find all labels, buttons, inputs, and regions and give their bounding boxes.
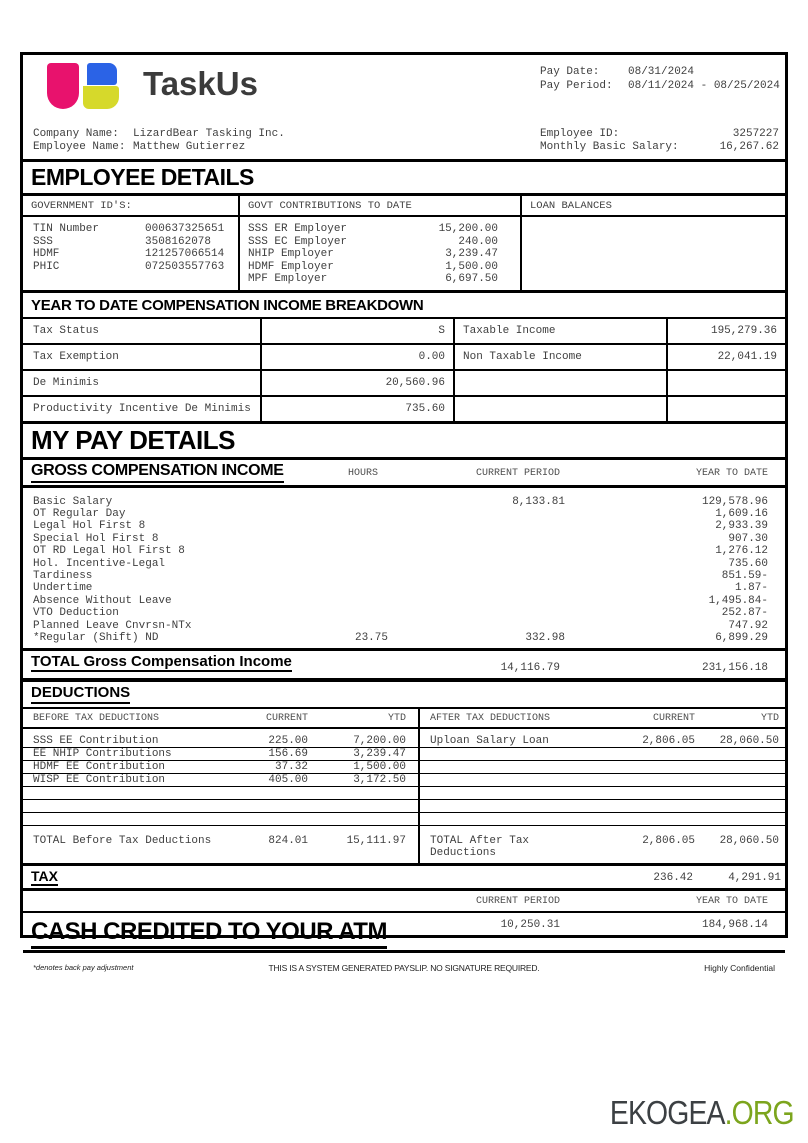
employee-details-title: EMPLOYEE DETAILS [23,159,785,196]
gross-total-current: 14,116.79 [500,662,560,675]
empty-row [420,774,785,787]
tax-current: 236.42 [653,872,693,885]
taskus-logo [47,63,258,111]
table-row: Tardiness 851.59- [33,569,768,582]
empty-row [420,800,785,813]
table-row: HDMF 121257066514 [33,248,225,260]
logo-s-top-shape [87,63,117,85]
table-row: EE NHIP Contributions 156.69 3,239.47 [23,748,418,761]
logo-wordmark: TaskUs [143,65,258,102]
column-header-year-to-date: YEAR TO DATE [695,896,768,908]
table-row: Productivity Incentive De Minimis 735.60 [23,397,785,421]
monthly-basic-salary-value: 16,267.62 [719,141,779,153]
gross-compensation-title: GROSS COMPENSATION INCOME [31,462,284,483]
table-row: SSS ER Employer 15,200.00 [248,223,498,235]
table-row: Hol. Incentive-Legal 735.60 [33,557,768,570]
gross-compensation-header [23,460,785,488]
table-row: Planned Leave Cnvrsn-NTx 747.92 [33,619,768,632]
table-row: Undertime 1.87- [33,582,768,595]
ytd-breakdown-table [23,319,785,421]
gross-total-row [23,648,785,682]
taskus-logo-icon [47,63,125,111]
ytd-breakdown-title: YEAR TO DATE COMPENSATION INCOME BREAKDOWN [23,293,785,319]
table-row: PHIC 072503557763 [33,260,225,273]
table-header: BEFORE TAX DEDUCTIONS CURRENT YTD [23,709,418,729]
table-row: Tax Exemption 0.00 Non Taxable Income 22,041.19 [23,345,785,371]
pay-date-value: 08/31/2024 [628,66,695,78]
govt-contributions-header: GOVT CONTRIBUTIONS TO DATE [240,196,522,215]
table-row: MPF Employer 6,697.50 [248,273,498,285]
table-row: WISP EE Contribution 405.00 3,172.50 [23,774,418,787]
table-row: Absence Without Leave 1,495.84- [33,594,768,607]
table-row: VTO Deduction 252.87- [33,607,768,620]
pay-period-value: 08/11/2024 - 08/25/2024 [628,80,780,92]
ekogea-watermark [610,1094,794,1132]
before-tax-deductions-table [23,709,420,863]
gross-total-label: TOTAL Gross Compensation Income [31,653,292,671]
table-row: Tax Status S Taxable Income 195,279.36 [23,319,785,345]
loan-balances-header: LOAN BALANCES [530,200,612,212]
column-header-current-period: CURRENT PERIOD [475,467,560,479]
empty-row [23,813,418,826]
table-row: De Minimis 20,560.96 [23,371,785,397]
payslip-header [23,55,785,125]
pay-date-label: Pay Date: [540,66,600,78]
footnote-backpay: *denotes back pay adjustment [33,963,134,973]
table-row: NHIP Employer 3,239.47 [248,248,498,260]
table-row: OT RD Legal Hol First 8 1,276.12 [33,545,768,558]
pay-period-label: Pay Period: [540,80,613,92]
column-header-current-period: CURRENT PERIOD [475,896,560,908]
employee-id-label: Employee ID: [540,128,620,140]
monthly-basic-salary-label: Monthly Basic Salary: [540,141,679,153]
after-tax-total-row: TOTAL After Tax Deductions 2,806.05 28,060.50 [430,835,779,860]
logo-u-shape [47,63,79,109]
company-info-row [23,125,785,159]
watermark-brand: EKOGEA [610,1094,725,1131]
table-row: *Regular (Shift) ND 23.75 332.98 6,899.29 [33,631,768,644]
my-pay-details-title: MY PAY DETAILS [23,421,785,460]
cash-credited-current: 10,250.31 [500,919,560,932]
gross-items-list [23,488,785,649]
company-name-label: Company Name: [33,128,119,140]
loan-balances-column [522,217,785,290]
empty-row [420,787,785,800]
watermark-tld: .ORG [724,1094,794,1131]
table-row: SSS 3508162078 [33,235,212,248]
empty-row [420,761,785,774]
logo-s-bottom-shape [83,86,119,109]
employee-name-label: Employee Name: [33,141,126,153]
employee-details-table-header [23,196,785,217]
footnote-confidential: Highly Confidential [704,963,775,974]
table-row: Special Hol First 8 907.30 [33,532,768,545]
pay-date-block [540,65,780,93]
company-info-right [540,128,779,154]
empty-row [23,800,418,813]
before-tax-total-row: TOTAL Before Tax Deductions 824.01 15,111.97 [33,835,406,848]
empty-row [420,748,785,761]
payslip-footer [23,953,785,989]
payslip-document [20,52,788,974]
after-tax-deductions-table [420,709,785,863]
table-row: SSS EE Contribution 225.00 7,200.00 [23,735,418,748]
tax-row [23,863,785,891]
table-row: Uploan Salary Loan 2,806.05 28,060.50 [420,735,785,748]
gov-ids-header: GOVERNMENT ID'S: [23,196,240,215]
tax-title: TAX [31,868,58,885]
table-row: Basic Salary 8,133.81 129,578.96 [33,495,768,508]
employee-details-table-body [23,217,785,293]
cash-credited-row [23,913,785,953]
tax-ytd: 4,291.91 [728,872,781,885]
footnote-system-generated: THIS IS A SYSTEM GENERATED PAYSLIP. NO SIGNATURE REQUIRED. [268,963,540,974]
table-row: TIN Number 000637325651 [33,223,225,235]
cash-credited-title: CASH CREDITED TO YOUR ATM [31,918,387,949]
table-row: HDMF Employer 1,500.00 [248,260,498,273]
table-row: SSS EC Employer 240.00 [248,235,498,248]
table-row: OT Regular Day 1,609.16 [33,507,768,520]
empty-row [23,787,418,800]
deductions-title: DEDUCTIONS [31,684,130,704]
company-info-left [33,128,285,154]
column-header-year-to-date: YEAR TO DATE [695,467,768,479]
govt-contributions-column [240,217,522,290]
table-row: Legal Hol First 8 2,933.39 [33,520,768,533]
net-column-headers [23,891,785,913]
deductions-section [23,682,785,709]
gov-ids-column [23,217,240,290]
table-header: AFTER TAX DEDUCTIONS CURRENT YTD [420,709,785,729]
table-row: HDMF EE Contribution 37.32 1,500.00 [23,761,418,774]
gross-total-ytd: 231,156.18 [701,662,768,675]
column-header-hours: HOURS [347,467,378,479]
company-name-value: LizardBear Tasking Inc. [133,128,285,140]
employee-name-value: Matthew Gutierrez [133,141,246,153]
cash-credited-ytd: 184,968.14 [701,919,768,932]
deductions-tables [23,709,785,863]
employee-id-value: 3257227 [732,128,779,140]
empty-row [420,813,785,826]
